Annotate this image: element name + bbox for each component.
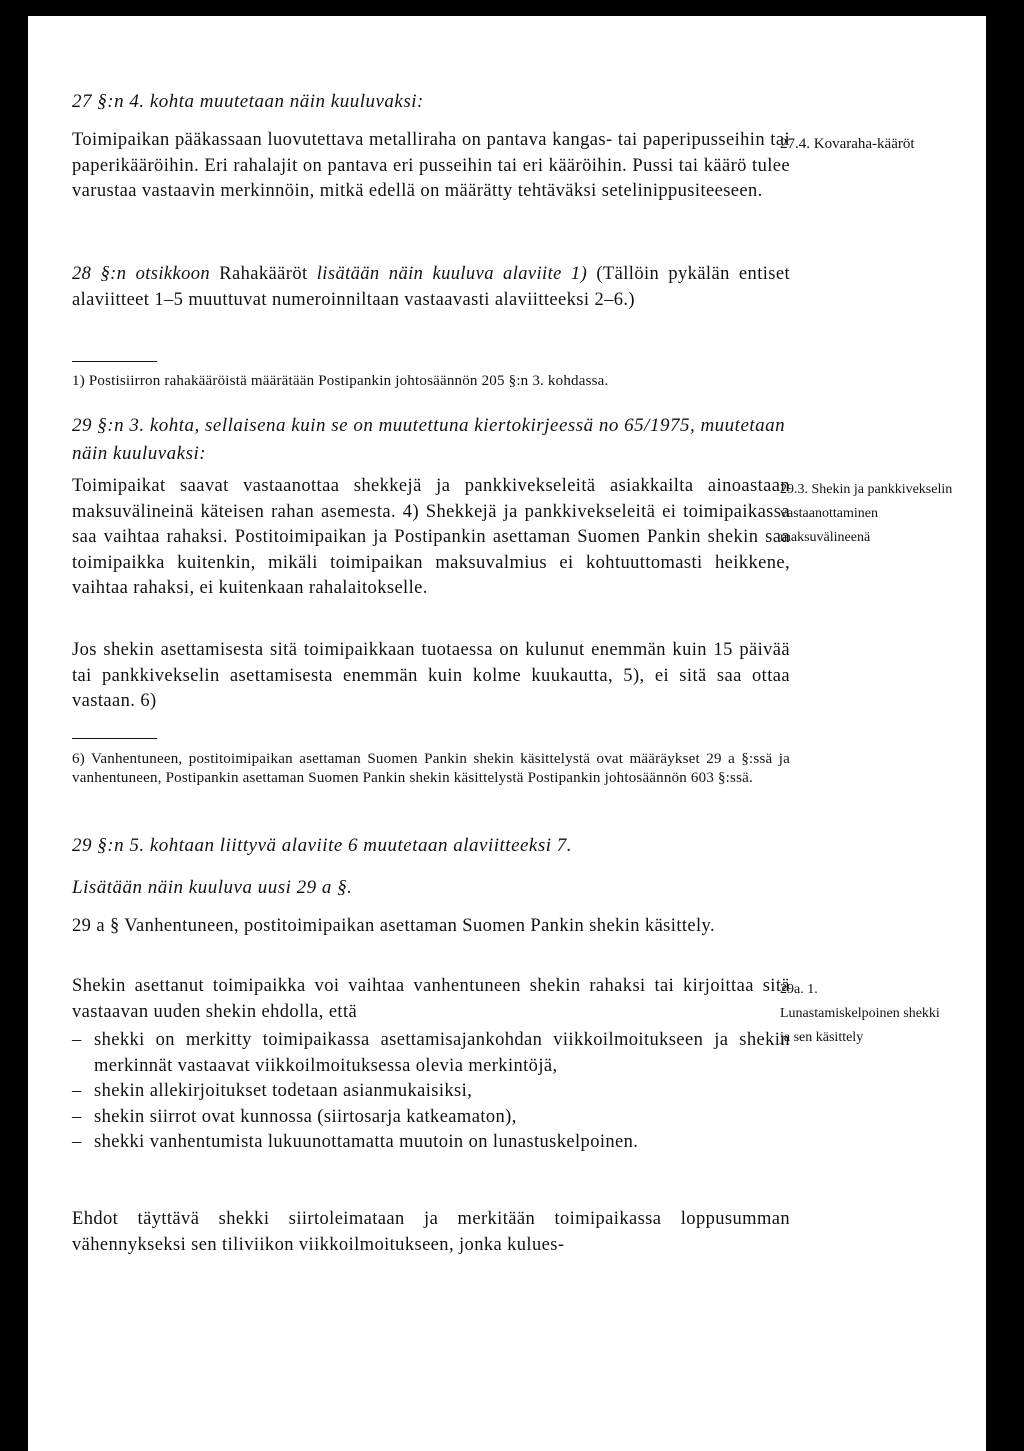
condition-item: – shekki vanhentumista lukuunottamatta muutoin on lunastuskelpoinen. [72, 1130, 790, 1156]
section-29-para-2: Jos shekin asettamisesta sitä toimipaikkaan tuotaessa on kulunut enemmän kuin 15 päivää tai pankkivekselin asettamisesta enemmän kuin kolme kuukautta, 5), ei sitä saa ottaa vastaan. 6) [72, 640, 790, 711]
section-28-text [72, 262, 790, 313]
section-28-note: (Tällöin pykälän entiset alaviitteet 1–5 muuttuvat numeroinniltaan vastaavasti alaviitteeksi 2–6.) [72, 264, 791, 310]
margin-note-29-3: 29.3. Shekin ja pankkivekselin vastaanottaminen maksuvälineenä [780, 482, 953, 545]
margin-note-27-4: 27.4. Kovaraha-kääröt [780, 136, 915, 152]
margin-note-29a-1: 29a. 1. Lunastamiskelpoinen shekki ja sen käsittely [780, 982, 940, 1045]
section-29a-intro: Shekin asettanut toimipaikka voi vaihtaa vanhentuneen shekin rahaksi tai kirjoittaa sitä vastaavan uuden shekin ehdolla, että [72, 976, 790, 1022]
section-29a-final: Ehdot täyttävä shekki siirtoleimataan ja merkitään toimipaikassa loppusumman vähennykseksi sen tiliviikon viikkoilmoitukseen, jonka kulues- [72, 1209, 790, 1255]
section-28-heading-term: Rahakääröt [219, 264, 308, 284]
section-29-para-1: Toimipaikat saavat vastaanottaa shekkejä ja pankkivekseleitä asiakkailta ainoastaan maksuvälineinä käteisen rahan asemesta. 4) Shekkejä ja pankkivekseleitä ei toimipaikassa saa vaihtaa rahaksi. Postitoimipaikan ja Postipankin asettaman Suomen Pankin shekin saa toimipaikka kuitenkin, mikäli toimipaikan maksuvalmius ei kohtuuttomasti heikkene, vaihtaa rahaksi, ei kuitenkaan rahalaitokselle. [72, 476, 790, 598]
footnote-rule-6 [72, 738, 157, 739]
footnote-rule-1 [72, 361, 157, 362]
conditions-list [72, 1028, 790, 1156]
section-28-heading-pre: 28 §:n otsikkoon [72, 264, 211, 284]
condition-item: – shekin allekirjoitukset todetaan asianmukaisiksi, [72, 1079, 790, 1105]
section-29-new: Lisätään näin kuuluva uusi 29 a §. [72, 877, 353, 898]
footnote-1: 1) Postisiirron rahakääröistä määrätään Postipankin johtosäännön 205 §:n 3. kohdassa. [72, 373, 609, 389]
section-28-heading-post: lisätään näin kuuluva alaviite 1) [316, 264, 588, 284]
section-27-text: Toimipaikan pääkassaan luovutettava metalliraha on pantava kangas- tai paperipusseihin tai paperikääröihin. Eri rahalajit on pantava eri pusseihin tai eri kääröihin. Pussi tai käärö tulee varustaa vastaavin merkinnöin, mitkä edellä on määrätty tehtäväksi setelinippusiteeseen. [72, 130, 790, 201]
document-page [28, 16, 986, 1451]
section-29-line-5: 29 §:n 5. kohtaan liittyvä alaviite 6 muutetaan alaviitteeksi 7. [72, 835, 573, 856]
section-29-heading: 29 §:n 3. kohta, sellaisena kuin se on muutettuna kiertokirjeessä no 65/1975, muutetaan näin kuuluvaksi: [72, 415, 786, 464]
footnote-6: 6) Vanhentuneen, postitoimipaikan asettaman Suomen Pankin shekin käsittelystä ovat määräykset 29 a §:ssä ja vanhentuneen, Postipankin asettaman Suomen Pankin shekin käsittelystä Postipankin johtosäännön 603 §:ssä. [72, 751, 790, 786]
condition-item: – shekin siirrot ovat kunnossa (siirtosarja katkeamaton), [72, 1105, 790, 1131]
condition-item: – shekki on merkitty toimipaikassa asettamisajankohdan viikkoilmoitukseen ja shekin merkinnät vastaavat viikkoilmoituksessa olevia merkintöjä, [72, 1028, 790, 1079]
section-27-heading: 27 §:n 4. kohta muutetaan näin kuuluvaksi: [72, 91, 424, 112]
section-29a-title: 29 a § Vanhentuneen, postitoimipaikan asettaman Suomen Pankin shekin käsittely. [72, 916, 716, 936]
